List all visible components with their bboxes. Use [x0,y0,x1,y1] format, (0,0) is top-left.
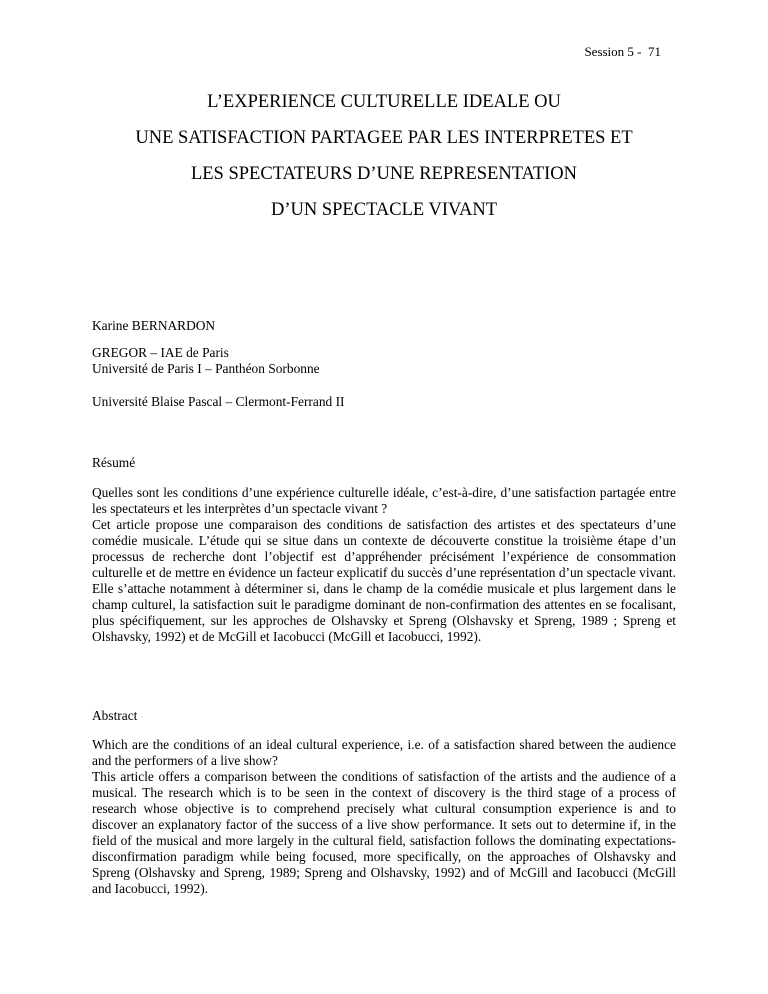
abstract-paragraph-1: Which are the conditions of an ideal cultural experience, i.e. of a satisfaction shared between the audience and the performers of a live show? [92,737,676,768]
title-line-4: D’UN SPECTACLE VIVANT [270,200,497,220]
abstract-paragraph-2: This article offers a comparison between the conditions of satisfaction of the artists and the audience of a musical. The research which is to be seen in the context of discovery is the third stage of a process of research whose objective is to comprehend precisely what cultural consumption experience is and to discover an explanatory factor of the success of a live show performance. It sets out to determine if, in the field of the musical and more largely in the cultural field, satisfaction follows the dominating expectations-disconfirmation paradigm while being focused, more specifically, on the approaches of Olshavsky and Spreng (Olshavsky and Spreng, 1989; Spreng and Olshavsky, 1992) and of McGill and Iacobucci (McGill and Iacobucci, 1992). [92,769,676,896]
title-line-1: L’EXPERIENCE CULTURELLE IDEALE OU [207,92,561,112]
author-affiliation-block [92,345,676,377]
abstract-text [92,737,676,897]
resume-heading: Résumé [92,455,136,470]
paper-title [0,84,768,228]
title-line-2: UNE SATISFACTION PARTAGEE PAR LES INTERPRETES ET [135,128,633,148]
affiliation-line-3: Université Blaise Pascal – Clermont-Ferrand II [92,394,345,409]
affiliation-line-1: GREGOR – IAE de Paris [92,345,229,360]
session-page-number: Session 5 - 71 [584,44,661,59]
resume-text [92,485,676,645]
title-line-3: LES SPECTATEURS D’UNE REPRESENTATION [190,164,578,184]
resume-paragraph-2: Cet article propose une comparaison des conditions de satisfaction des artistes et des spectateurs d’une comédie musicale. L’étude qui se situe dans un contexte de découverte constitue la troisième étape d’un processus de recherche dont l’objectif est d’appréhender précisément l’expérience de consommation culturelle et de mettre en évidence un facteur explicatif du succès d’une représentation d’un spectacle vivant. Elle s’attache notamment à déterminer si, dans le champ de la comédie musicale et plus largement dans le champ culturel, la satisfaction suit le paradigme dominant de non-confirmation des attentes en se focalisant, plus spécifiquement, sur les approches de Olshavsky et Spreng (Olshavsky et Spreng, 1989 ; Spreng et Olshavsky, 1992) et de McGill et Iacobucci (McGill et Iacobucci, 1992). [92,517,676,644]
affiliation-line-2: Université de Paris I – Panthéon Sorbonne [92,361,320,376]
abstract-heading: Abstract [92,708,138,723]
resume-paragraph-1: Quelles sont les conditions d’une expérience culturelle idéale, c’est-à-dire, d’une satisfaction partagée entre les spectateurs et les interprètes d’un spectacle vivant ? [92,485,676,516]
author-name: Karine BERNARDON [92,318,216,333]
